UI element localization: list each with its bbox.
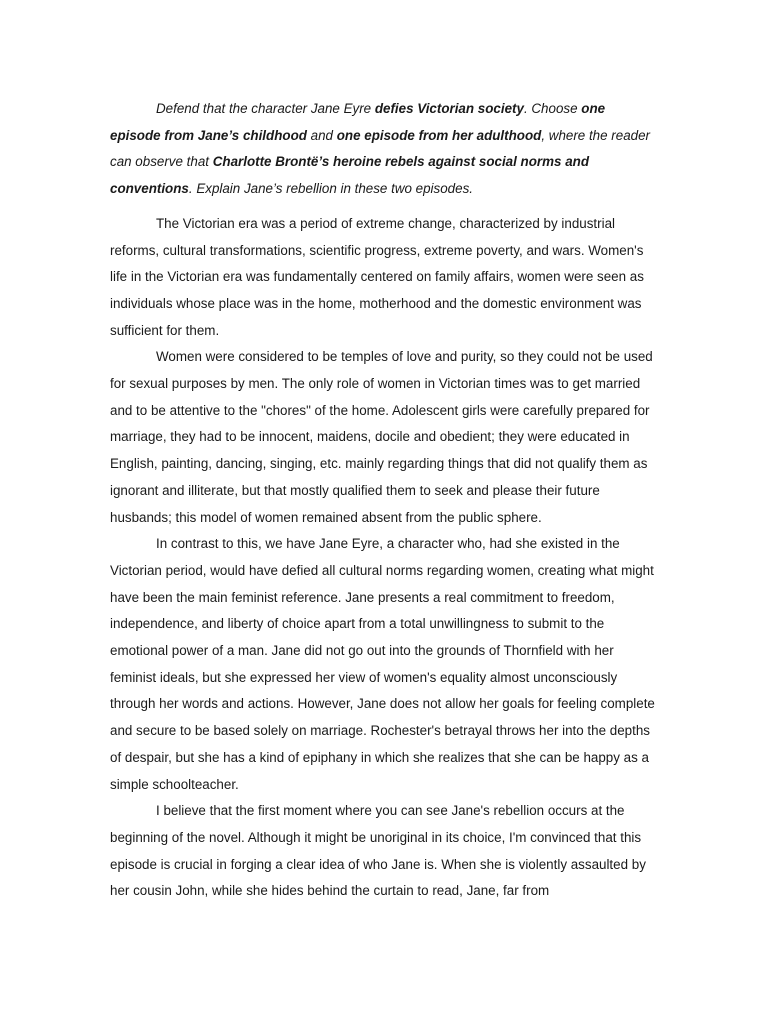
prompt-text-1: Defend that the character Jane Eyre — [156, 101, 375, 116]
prompt-bold-1: defies Victorian society — [374, 101, 524, 116]
prompt-text-5: . Explain Jane’s rebellion in these two episodes. — [188, 181, 473, 197]
prompt-text-4: , where the reader can observe that — [110, 127, 651, 170]
prompt-text-2: . Choose — [523, 101, 582, 116]
prompt-bold-3: one episode from her adulthood — [336, 127, 542, 143]
document-body — [110, 96, 658, 905]
prompt-bold-2: one episode from Jane’s childhood — [110, 101, 606, 143]
prompt-text-3: and — [306, 127, 337, 143]
essay-prompt — [110, 96, 658, 203]
paragraph-first-rebellion: I believe that the first moment where you can see Jane's rebellion occurs at the beginning of the novel. Although it might be unoriginal in its choice, I'm convinced that this episode is crucial in forging a clear idea of who Jane is. When she is violently assaulted by her cousin John, while she hides behind the curtain to read, Jane, far from — [110, 803, 646, 899]
paragraph-women-role: Women were considered to be temples of love and purity, so they could not be used for sexual purposes by men. The only role of women in Victorian times was to get married and to be attentive to the "chores" of the home. Adolescent girls were carefully prepared for marriage, they had to be innocent, maidens, docile and obedient; they were educated in English, painting, dancing, singing, etc. mainly regarding things that did not qualify them as ignorant and illiterate, but that mostly qualified them to seek and please their future husbands; this model of women remained absent from the public sphere. — [110, 349, 653, 525]
paragraph-jane-eyre-contrast: In contrast to this, we have Jane Eyre, a character who, had she existed in the Victorian period, would have defied all cultural norms regarding women, creating what might have been the main feminist reference. Jane presents a real commitment to freedom, independence, and liberty of choice apart from a total unwillingness to submit to the emotional power of a man. Jane did not go out into the grounds of Thornfield with her feminist ideals, but she expressed her view of women's equality almost unconsciously through her words and actions. However, Jane does not allow her goals for feeling complete and secure to be based solely on marriage. Rochester's betrayal throws her into the depths of despair, but she has a kind of epiphany in which she realizes that she can be happy as a simple schoolteacher. — [110, 536, 655, 792]
paragraph-victorian-era: The Victorian era was a period of extreme change, characterized by industrial reforms, cultural transformations, scientific progress, extreme poverty, and wars. Women's life in the Victorian era was fundamentally centered on family affairs, women were seen as individuals whose place was in the home, motherhood and the domestic environment was sufficient for them. — [110, 215, 644, 338]
prompt-bold-4: Charlotte Brontë’s heroine rebels against social norms and conventions — [110, 154, 590, 197]
